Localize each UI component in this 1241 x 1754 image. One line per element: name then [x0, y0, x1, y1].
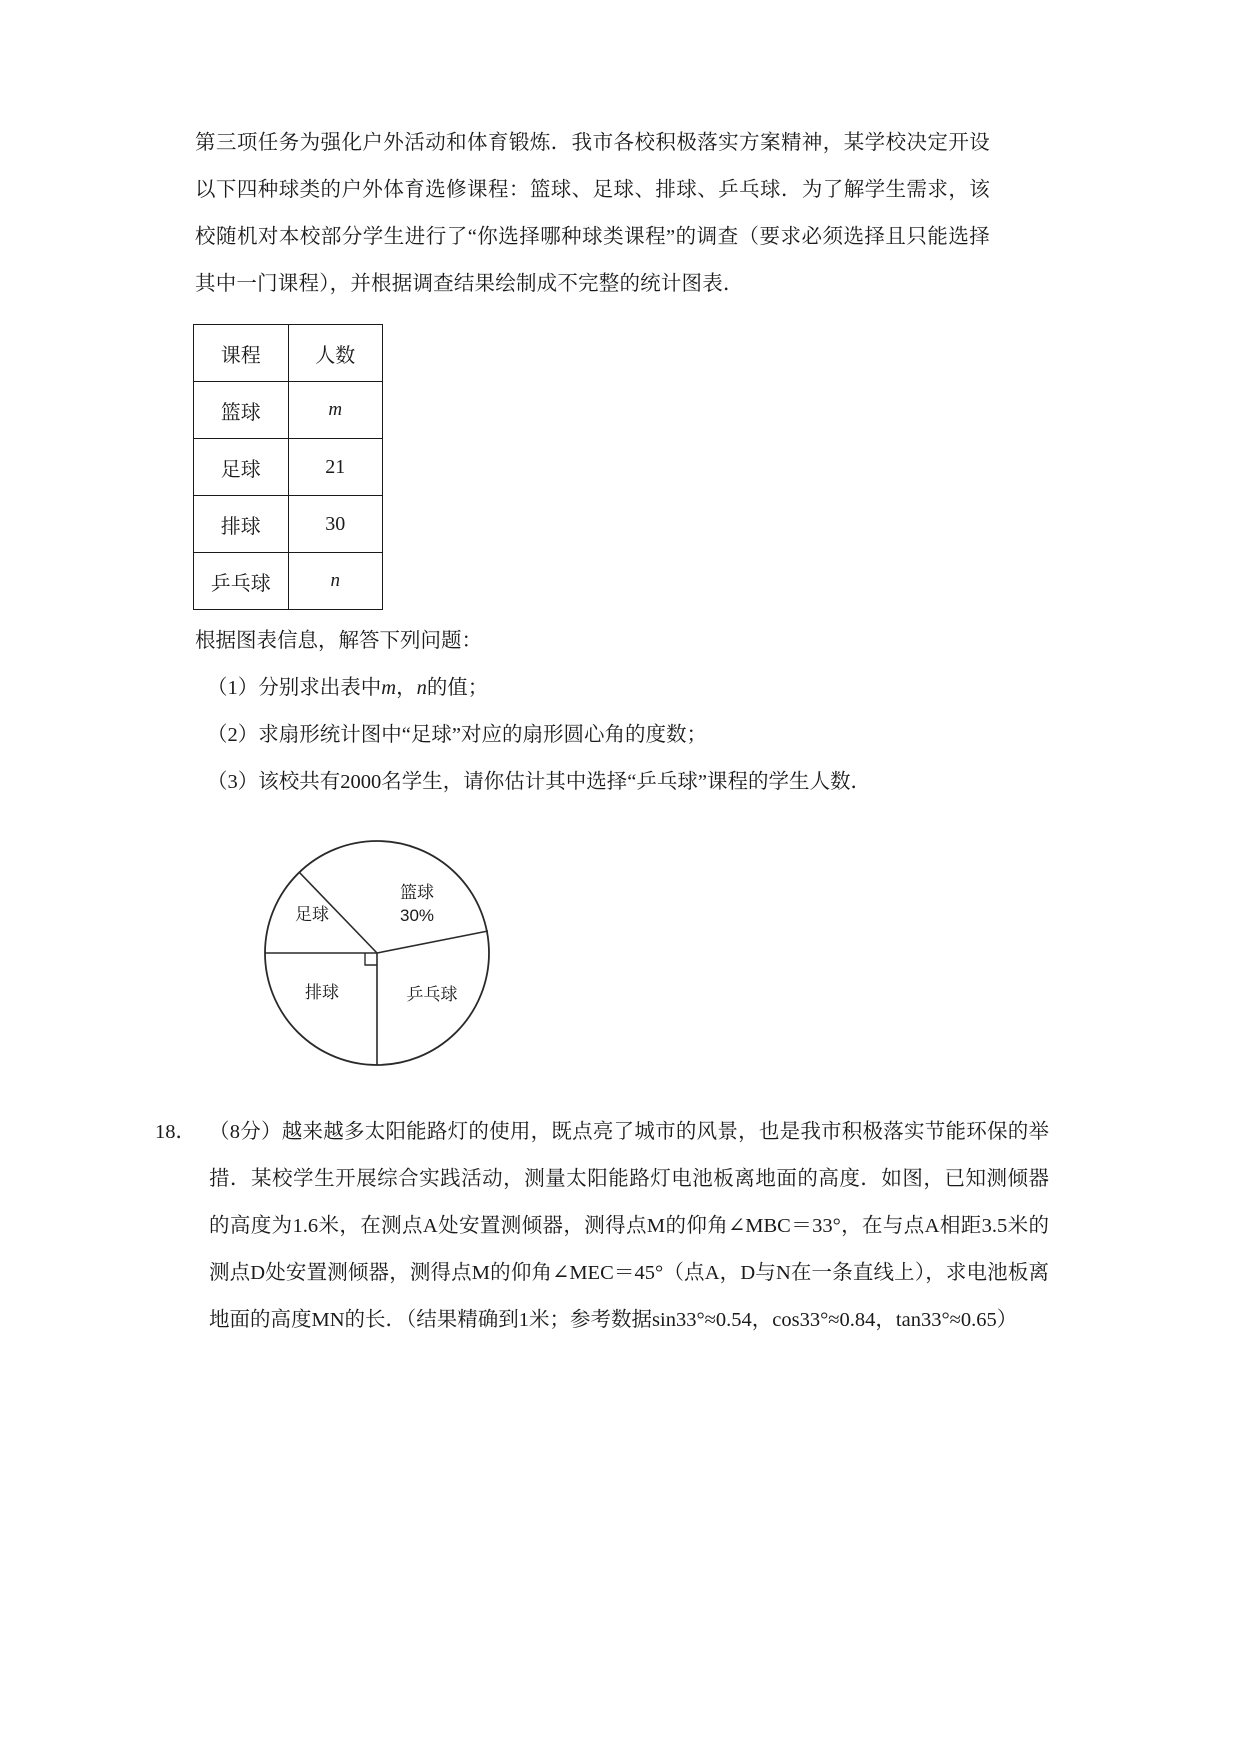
sub1-variable-m: m — [381, 677, 397, 699]
question17-sub-3: （3）该校共有2000名学生，请你估计其中选择“乒乓球”课程的学生人数． — [207, 771, 871, 793]
question17-sub-2: （2）求扇形统计图中“足球”对应的扇形圆心角的度数； — [207, 724, 707, 746]
question17-lead-in: 根据图表信息，解答下列问题： — [195, 630, 482, 652]
table-cell-course: 乒乓球 — [194, 553, 289, 610]
table-cell-course: 足球 — [194, 439, 289, 496]
sub1-text-post: 的值； — [426, 677, 489, 699]
table-cell-count: m — [288, 382, 383, 439]
question18 — [155, 1109, 1049, 1344]
table-header-count: 人数 — [288, 325, 383, 382]
pie-value-basketball: 30% — [399, 906, 435, 925]
sub1-text-pre: （1）分别求出表中 — [207, 677, 382, 699]
frequency-table-wrapper — [193, 324, 1095, 610]
table-header-row — [194, 325, 383, 382]
table-header-course: 课程 — [194, 325, 289, 382]
table-row — [194, 553, 383, 610]
question18-body: （8分）越来越多太阳能路灯的使用，既点亮了城市的风景，也是我市积极落实节能环保的举措．某校学生开展综合实践活动，测量太阳能路灯电池板离地面的高度．如图，已知测倾器的高度为1.6米，在测点A处安置测倾器，测得点M的仰角∠MBC＝33°，在与点A相距3.5米的测点D处安置测倾器，测得点M的仰角∠MEC＝45°（点A，D与N在一条直线上），求电池板离地面的高度MN的长．（结果精确到1米；参考数据sin33°≈0.54，cos33°≈0.84，tan33°≈0.65） — [209, 1121, 1049, 1331]
table-row — [194, 496, 383, 553]
table-cell-count: n — [288, 553, 383, 610]
question17-sub-1 — [207, 665, 1095, 712]
sub1-variable-n: n — [416, 677, 427, 699]
pie-label-football: 足球 — [295, 905, 329, 924]
course-count-table — [193, 324, 383, 610]
pie-label-basketball: 篮球 — [400, 883, 434, 902]
pie-label-pingpong: 乒乓球 — [406, 985, 458, 1004]
table-row — [194, 439, 383, 496]
pie-label-volleyball: 排球 — [305, 983, 339, 1002]
pie-chart — [227, 828, 527, 1078]
question18-number: 18． — [155, 1121, 196, 1143]
page-content — [155, 120, 1095, 1344]
table-cell-count: 30 — [288, 496, 383, 553]
pie-chart-wrapper — [227, 828, 1095, 1083]
table-cell-course: 篮球 — [194, 382, 289, 439]
table-row — [194, 382, 383, 439]
question17-paragraph: 第三项任务为强化户外活动和体育锻炼．我市各校积极落实方案精神，某学校决定开设以下四种球类的户外体育选修课程：篮球、足球、排球、乒乓球．为了解学生需求，该校随机对本校部分学生进行了“你选择哪种球类课程”的调查（要求必须选择且只能选择其中一门课程），并根据调查结果绘制成不完整的统计图表． — [195, 132, 990, 295]
sub1-text-mid: ， — [396, 677, 417, 699]
table-cell-count: 21 — [288, 439, 383, 496]
table-cell-course: 排球 — [194, 496, 289, 553]
